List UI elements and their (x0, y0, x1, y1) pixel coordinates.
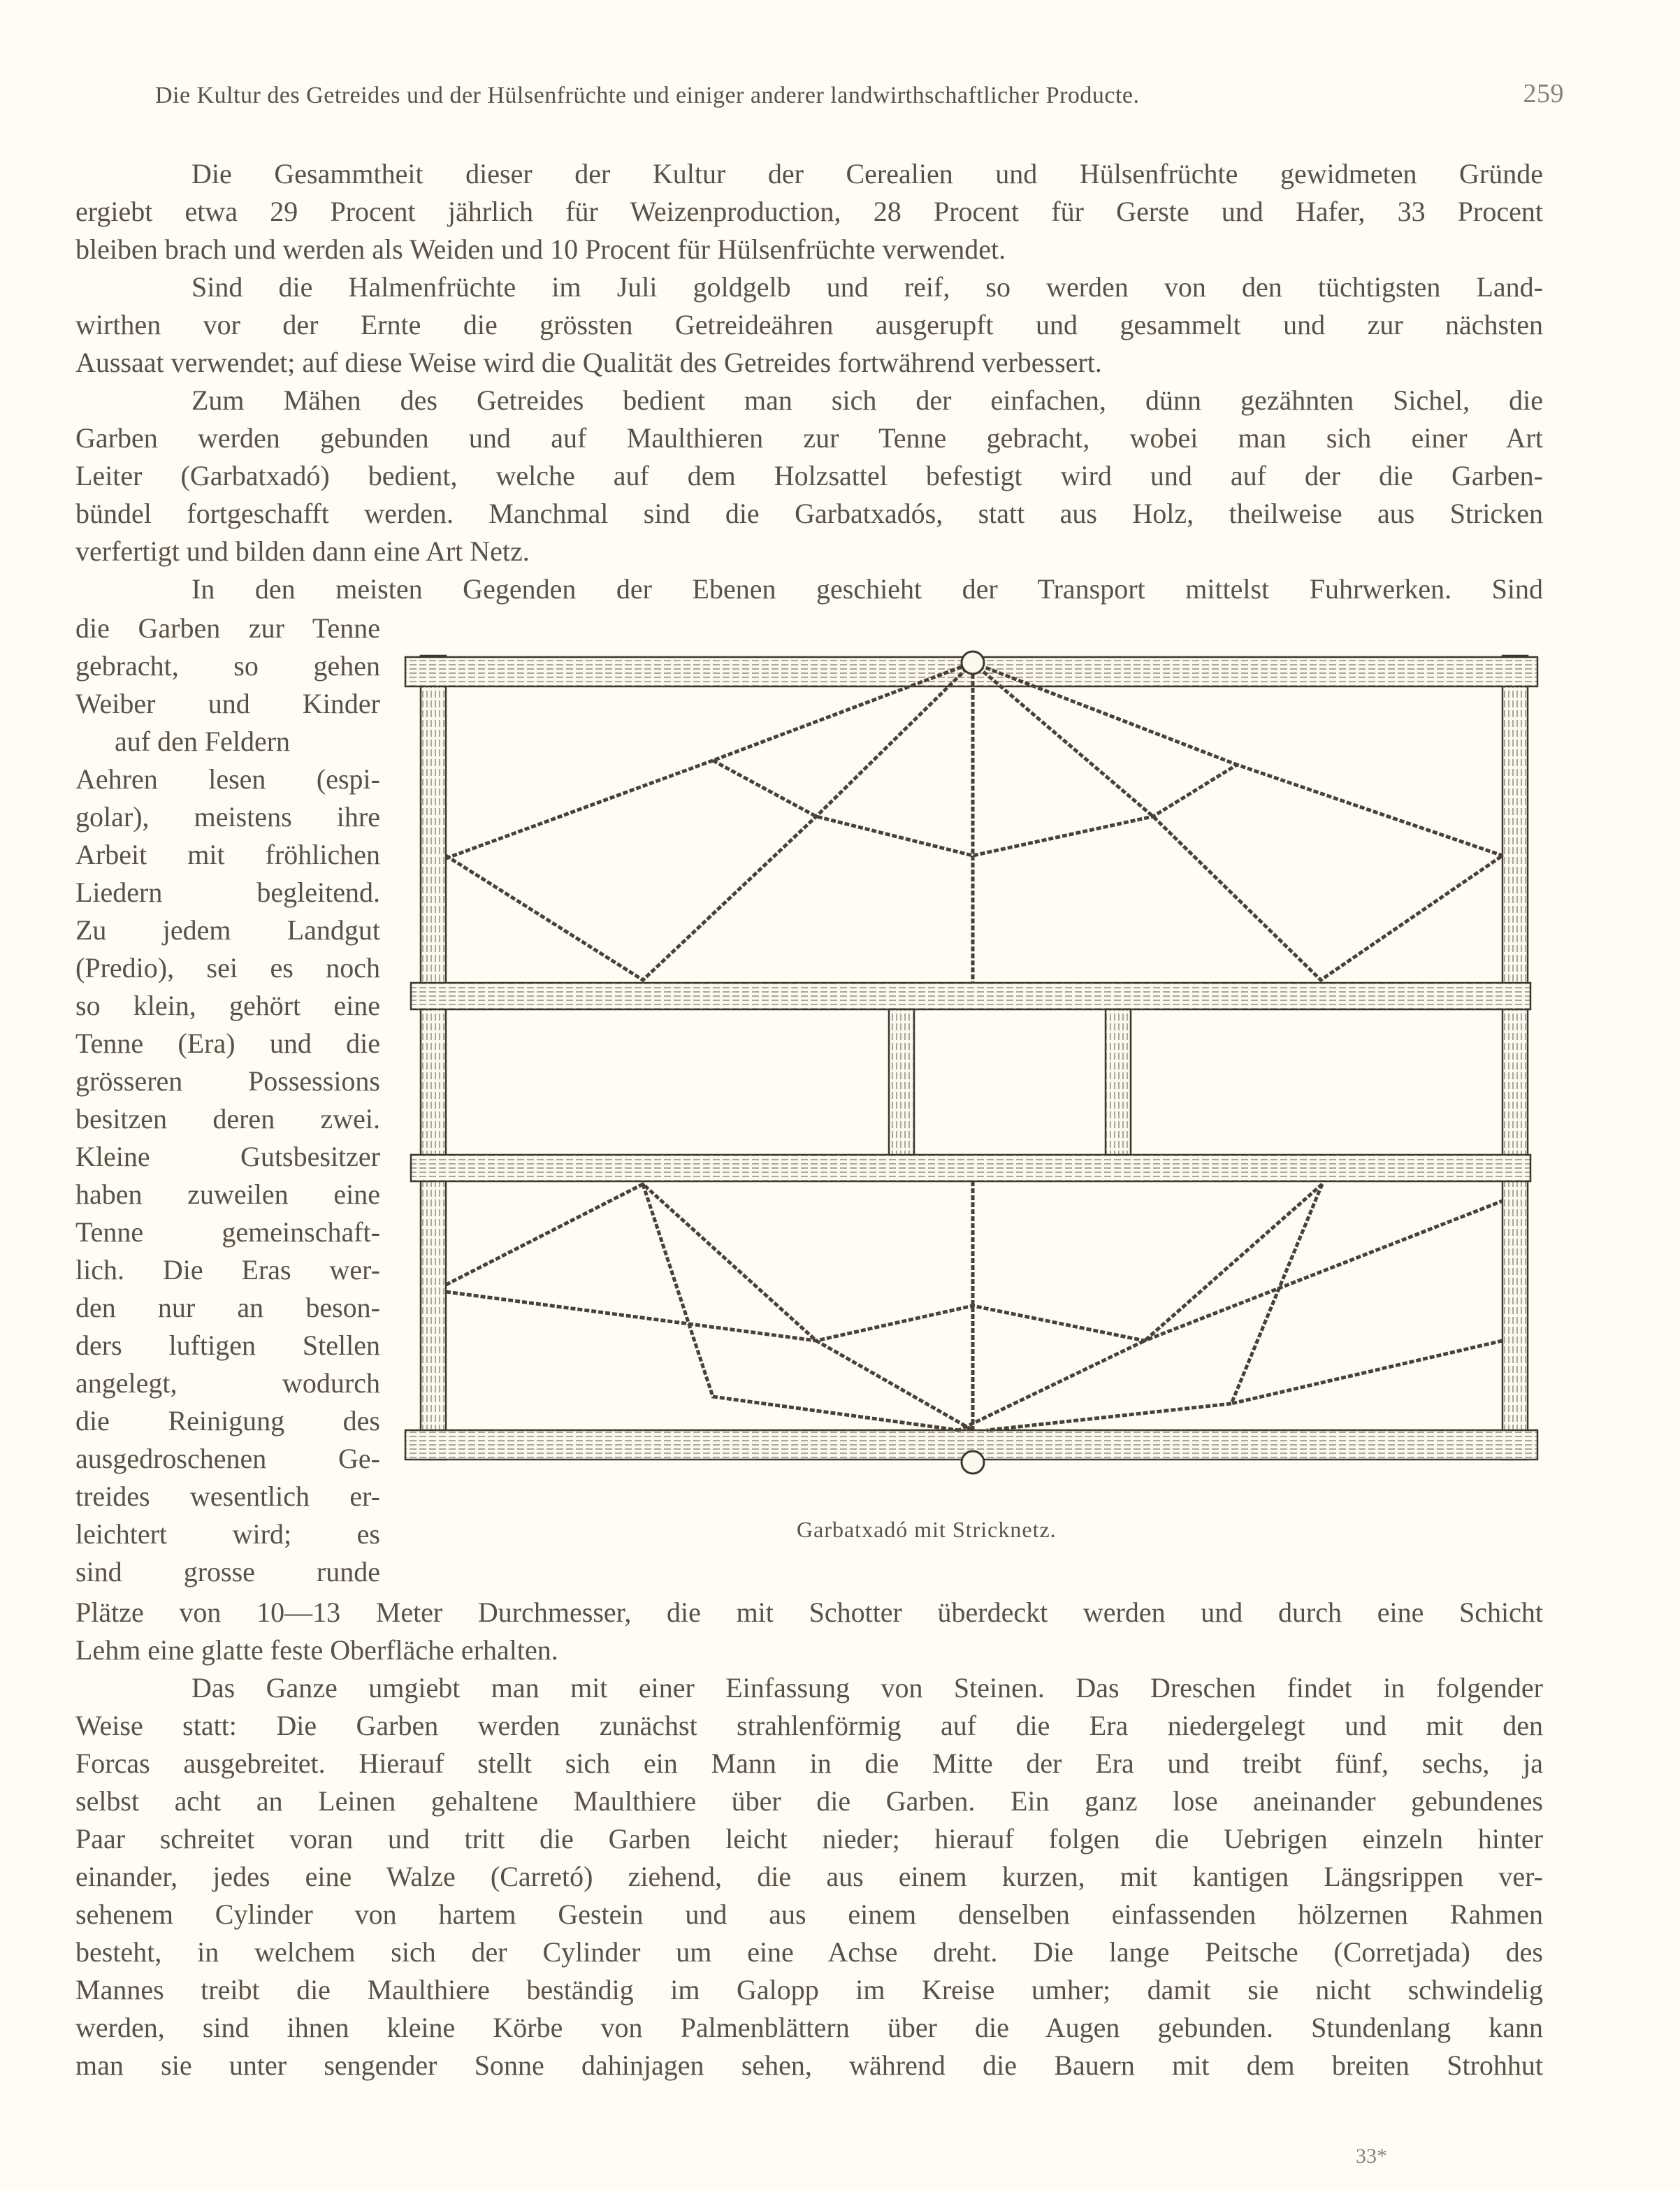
text-line: auf den Feldern (115, 726, 291, 757)
text-line: Die Gesammtheit dieser der Kultur der Cerealien und Hülsenfrüchte gewidmeten Gründe (191, 158, 1543, 189)
right-post (1502, 656, 1528, 1460)
rope-net-upper (446, 663, 1502, 983)
top-text (75, 155, 1543, 608)
rope (446, 663, 973, 858)
bottom-text (75, 1594, 1543, 2084)
text-line: bündel fortgeschafft werden. Manchmal sind die Garbatxadós, statt aus Holz, theilweise aus Stricken (75, 498, 1543, 529)
text-line: (Predio), sei es noch (75, 952, 380, 984)
text-line: leichtert wird; es (75, 1518, 380, 1550)
rope (446, 1201, 1502, 1341)
page-number: 259 (1523, 79, 1564, 108)
text-line: grösseren Possessions (75, 1065, 380, 1097)
text-line: Tenne (Era) und die (75, 1028, 380, 1059)
paragraph (75, 1669, 1543, 2084)
rope-net-lower (446, 1181, 1502, 1430)
text-line: ausgedroschenen Ge- (75, 1443, 380, 1474)
paragraph (75, 268, 1543, 382)
text-line: wirthen vor der Ernte die grössten Getreideähren ausgerupft und gesammelt und zur nächsten (75, 309, 1543, 340)
text-line: die Garben zur Tenne (75, 612, 380, 644)
rope (446, 1184, 973, 1430)
text-line: bleiben brach und werden als Weiden und 10 Procent für Hülsenfrüchte verwendet. (75, 233, 1006, 265)
peg-top (962, 651, 984, 674)
text-line: besitzen deren zwei. (75, 1103, 380, 1134)
figure-caption: Garbatxadó mit Stricknetz. (797, 1517, 1057, 1542)
text-line: haben zuweilen eine (75, 1179, 380, 1210)
rope (713, 761, 1502, 856)
strut-right (1106, 1009, 1131, 1155)
middle-rail-upper (411, 983, 1530, 1009)
text-line: Lehm eine glatte feste Oberfläche erhalten. (75, 1634, 558, 1666)
text-line: Mannes treibt die Maulthiere beständig im Galopp im Kreise umher; damit sie nicht schwindelig (75, 1974, 1543, 2005)
text-line: sehenem Cylinder von hartem Gestein und aus einem denselben einfassenden hölzernen Rahmen (75, 1899, 1543, 1930)
paragraph (75, 155, 1543, 268)
text-line: In den meisten Gegenden der Ebenen geschieht der Transport mittelst Fuhrwerken. Sind (191, 573, 1543, 605)
text-line: besteht, in welchem sich der Cylinder um eine Achse dreht. Die lange Peitsche (Corretjada) des (75, 1936, 1543, 1968)
text-line: Liedern begleitend. (75, 877, 380, 908)
peg-bottom (962, 1451, 984, 1474)
signature-mark: 33* (1356, 2145, 1387, 2168)
text-line: sind grosse runde (75, 1556, 380, 1587)
text-line: Aehren lesen (espi- (75, 763, 380, 795)
text-line: die Reinigung des (75, 1405, 380, 1436)
side-column-text (75, 610, 380, 1591)
text-line: Aussaat verwendet; auf diese Weise wird die Qualität des Getreides fortwährend verbessert. (75, 347, 1102, 378)
text-line: man sie unter sengender Sonne dahinjagen sehen, während die Bauern mit dem breiten Strohhut (75, 2049, 1543, 2081)
text-line: Sind die Halmenfrüchte im Juli goldgelb und reif, so werden von den tüchtigsten Land- (191, 271, 1543, 303)
paragraph (75, 570, 1543, 608)
text-line: Das Ganze umgiebt man mit einer Einfassung von Steinen. Das Dreschen findet in folgender (191, 1672, 1543, 1703)
text-line: werden, sind ihnen kleine Körbe von Palmenblättern über die Augen gebunden. Stundenlang kann (75, 2012, 1543, 2043)
rope (959, 1184, 1322, 1430)
text-line: Plätze von 10—13 Meter Durchmesser, die mit Schotter überdeckt werden und durch eine Schicht (75, 1597, 1543, 1628)
rope (1231, 1341, 1502, 1404)
text-line: einander, jedes eine Walze (Carretó) ziehend, die aus einem kurzen, mit kantigen Längsrippen ver- (75, 1861, 1543, 1892)
paragraph (75, 382, 1543, 570)
text-line: selbst acht an Leinen gehaltene Maulthiere über die Garben. Ein ganz lose aneinander gebundenes (75, 1785, 1543, 1817)
text-line: Weiber und Kinder (75, 688, 380, 719)
left-post (421, 656, 446, 1460)
rope (446, 663, 973, 980)
text-line: Zu jedem Landgut (75, 914, 380, 946)
text-line: Kleine Gutsbesitzer (75, 1141, 380, 1172)
paragraph (75, 1594, 1543, 1669)
text-line: ergiebt etwa 29 Procent jährlich für Weizenproduction, 28 Procent für Gerste und Hafer, 33 Procent (75, 196, 1543, 227)
text-line: Weise statt: Die Garben werden zunächst strahlenförmig auf die Era niedergelegt und mit den (75, 1710, 1543, 1741)
text-line: treides wesentlich er- (75, 1481, 380, 1512)
text-line: den nur an beson- (75, 1292, 380, 1323)
running-title: Die Kultur des Getreides und der Hülsenfrüchte und einiger anderer landwirthschaftlicher Producte. (155, 82, 1140, 108)
text-line: Arbeit mit fröhlichen (75, 839, 380, 870)
text-line: gebracht, so gehen (75, 650, 380, 682)
garbatxado-illustration (400, 642, 1543, 1515)
figure-garbatxado (400, 642, 1543, 1515)
text-line: verfertigt und bilden dann eine Art Netz. (75, 535, 530, 567)
strut-left (889, 1009, 914, 1155)
running-header (155, 79, 1564, 109)
text-line: Forcas ausgebreitet. Hierauf stellt sich ein Mann in die Mitte der Era und treibt fünf, sechs, ja (75, 1748, 1543, 1779)
text-line: Zum Mähen des Getreides bedient man sich der einfachen, dünn gezähnten Sichel, die (191, 384, 1543, 416)
text-line: ders luftigen Stellen (75, 1330, 380, 1361)
text-line: Tenne gemeinschaft- (75, 1216, 380, 1248)
text-line: golar), meistens ihre (75, 801, 380, 833)
text-line: Leiter (Garbatxadó) bedient, welche auf dem Holzsattel befestigt wird und auf der die Garben- (75, 460, 1543, 491)
text-line: lich. Die Eras wer- (75, 1254, 380, 1285)
rope (973, 663, 1502, 980)
text-line: so klein, gehört eine (75, 990, 380, 1021)
middle-rail-lower (411, 1155, 1530, 1181)
text-line: Garben werden gebunden und auf Maulthieren zur Tenne gebracht, wobei man sich einer Art (75, 422, 1543, 454)
text-line: angelegt, wodurch (75, 1367, 380, 1399)
text-line: Paar schreitet voran und tritt die Garben leicht nieder; hierauf folgen die Uebrigen einzeln hinter (75, 1823, 1543, 1854)
